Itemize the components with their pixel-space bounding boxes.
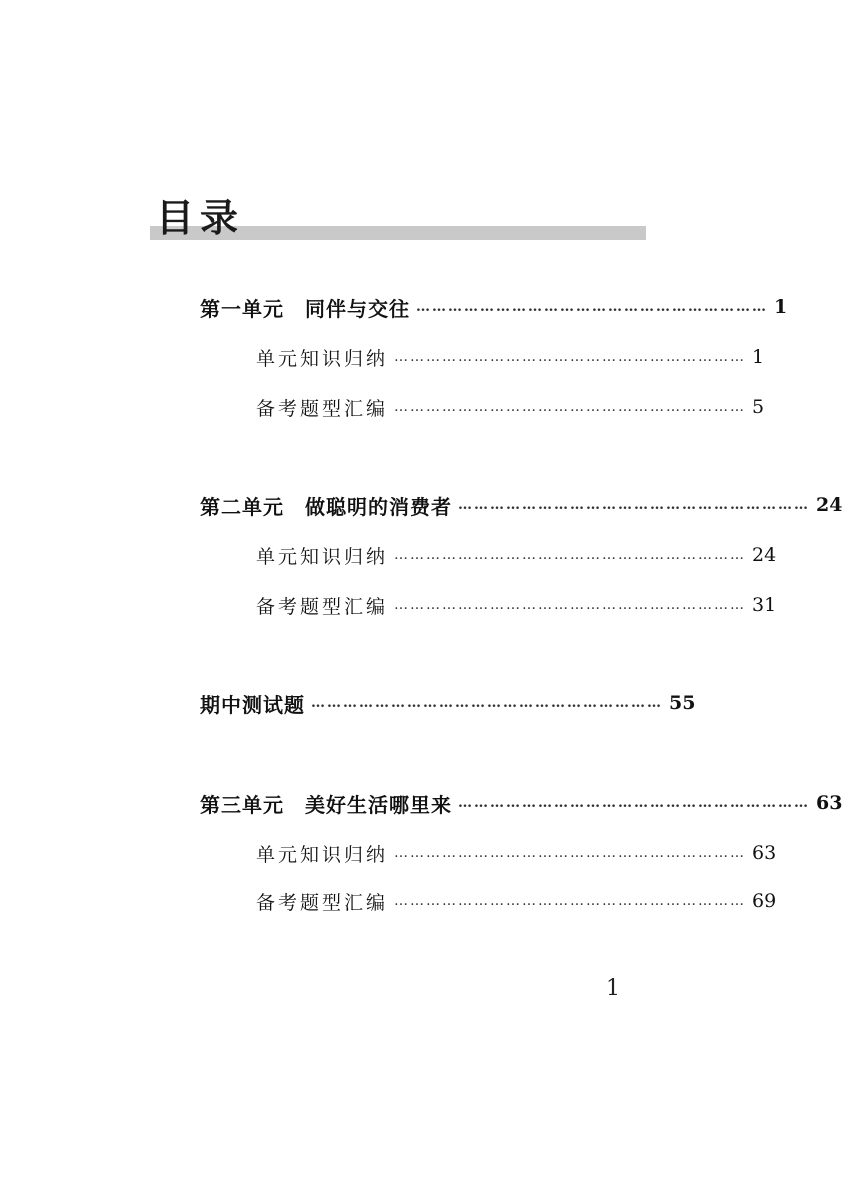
leader-dots: ………………………………………………………… [394, 547, 747, 563]
toc-entry-unit-2-exercises[interactable] [256, 590, 777, 620]
toc-entry-unit-3[interactable] [200, 788, 842, 818]
toc-entry-label: 单元知识归纳 [256, 545, 389, 568]
toc-entry-page: 31 [752, 594, 777, 616]
toc-entry-page: 5 [752, 396, 765, 418]
leader-dots: ………………………………………………………… [416, 299, 768, 315]
toc-entry-unit-2[interactable] [200, 490, 842, 520]
toc-entry-page: 63 [752, 842, 777, 864]
leader-dots: ………………………………………………………… [394, 845, 747, 861]
toc-entry-label: 单元知识归纳 [256, 347, 389, 370]
toc-entry-page: 24 [752, 544, 777, 566]
toc-entry-label: 单元知识归纳 [256, 843, 389, 866]
leader-dots: ………………………………………………………… [458, 795, 810, 811]
leader-dots: ………………………………………………………… [458, 497, 810, 513]
leader-dots: ………………………………………………………… [394, 893, 747, 909]
leader-dots: ………………………………………………………… [394, 349, 747, 365]
leader-dots: ………………………………………………………… [394, 399, 747, 415]
toc-entry-label: 备考题型汇编 [256, 397, 389, 420]
leader-dots: ………………………………………………………… [311, 695, 663, 711]
toc-entry-page: 63 [816, 792, 842, 814]
toc-entry-unit-2-summary[interactable] [256, 540, 777, 570]
toc-entry-unit-1-exercises[interactable] [256, 392, 765, 422]
toc-entry-unit-3-summary[interactable] [256, 838, 777, 868]
toc-entry-label: 备考题型汇编 [256, 595, 389, 618]
toc-entry-label: 备考题型汇编 [256, 891, 389, 914]
toc-entry-page: 24 [816, 494, 842, 516]
leader-dots: ………………………………………………………… [394, 597, 747, 613]
toc-entry-unit-1[interactable] [200, 292, 788, 322]
toc-entry-label: 第三单元 美好生活哪里来 [200, 792, 452, 817]
toc-entry-label: 期中测试题 [200, 692, 305, 717]
toc-entry-unit-3-exercises[interactable] [256, 886, 777, 916]
toc-entry-page: 1 [774, 296, 788, 318]
toc-entry-label: 第一单元 同伴与交往 [200, 296, 410, 321]
toc-entry-label: 第二单元 做聪明的消费者 [200, 494, 452, 519]
page-title: 目录 [156, 196, 245, 240]
page-number: 1 [606, 976, 620, 1001]
toc-entry-midterm[interactable] [200, 688, 696, 718]
toc-entry-page: 55 [669, 692, 696, 714]
toc-entry-page: 1 [752, 346, 765, 368]
toc-entry-page: 69 [752, 890, 777, 912]
toc-entry-unit-1-summary[interactable] [256, 342, 765, 372]
